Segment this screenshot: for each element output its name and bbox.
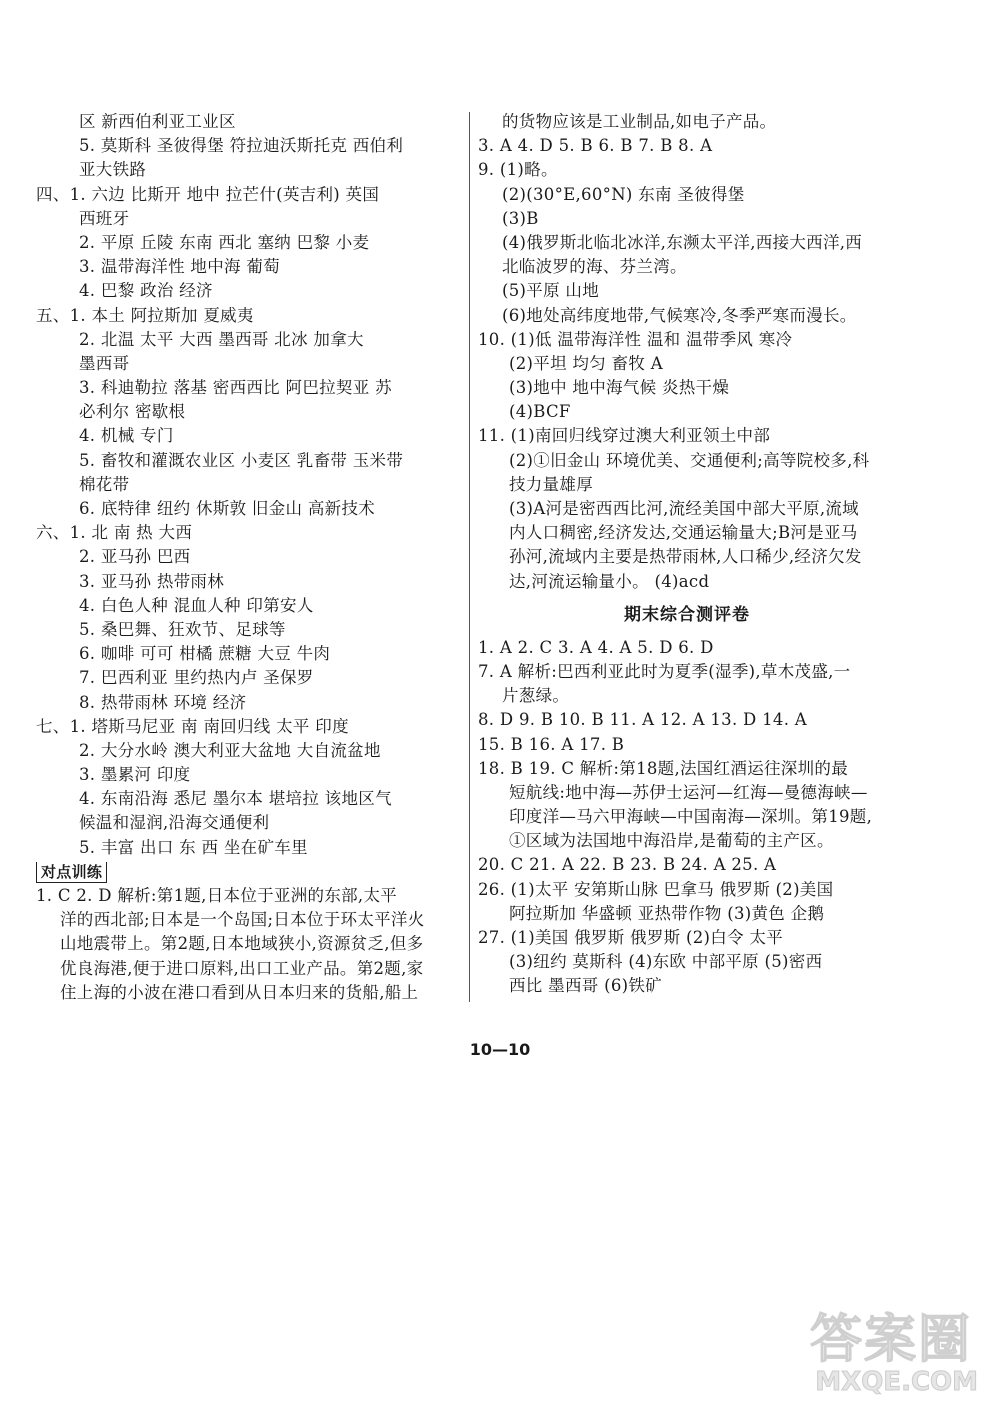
- answer-line: 27. (1)美国 俄罗斯 俄罗斯 (2)白令 太平: [478, 928, 784, 947]
- answer-line: 1. C 2. D 解析:第1题,日本位于亚洲的东部,太平: [36, 886, 398, 905]
- answer-line: 阿拉斯加 华盛顿 亚热带作物 (3)黄色 企鹅: [509, 903, 825, 923]
- answer-line: 亚大铁路: [79, 160, 147, 180]
- answer-line: 墨西哥: [79, 353, 130, 373]
- answer-line: 6. 咖啡 可可 柑橘 蔗糖 大豆 牛肉: [79, 644, 331, 664]
- answer-line: 西比 墨西哥 (6)铁矿: [509, 976, 662, 996]
- answer-line: (2)平坦 均匀 畜牧 A: [509, 353, 663, 373]
- answer-line: 20. C 21. A 22. B 23. B 24. A 25. A: [478, 855, 777, 875]
- answer-line: (4)BCF: [509, 402, 571, 422]
- answer-line: 3. 科迪勒拉 落基 密西西比 阿巴拉契亚 苏: [79, 378, 392, 398]
- watermark-logo: [806, 1297, 982, 1397]
- answer-line: (3)纽约 莫斯科 (4)东欧 中部平原 (5)密西: [509, 952, 823, 972]
- answer-line: (4)俄罗斯北临北冰洋,东濒太平洋,西接大西洋,西: [502, 232, 863, 252]
- right-answer-lines: [478, 110, 896, 594]
- answer-line: 山地震带上。第2题,日本地域狭小,资源贫乏,但多: [60, 934, 424, 954]
- answer-line: 5. 畜牧和灌溉农业区 小麦区 乳畜带 玉米带: [79, 450, 404, 470]
- answer-line: 北临波罗的海、芬兰湾。: [502, 257, 687, 277]
- answer-line: 5. 丰富 出口 东 西 坐在矿车里: [79, 837, 308, 857]
- answer-line: 七、1. 塔斯马尼亚 南 南回归线 太平 印度: [36, 716, 349, 736]
- answer-line: 2. 亚马孙 巴西: [79, 547, 191, 567]
- answer-line: 五、1. 本土 阿拉斯加 夏威夷: [36, 305, 254, 325]
- answer-line: 9. (1)略。: [478, 160, 558, 180]
- answer-line: 3. A 4. D 5. B 6. B 7. B 8. A: [478, 136, 713, 156]
- answer-line: 15. B 16. A 17. B: [478, 734, 625, 754]
- column-divider: [469, 112, 470, 1002]
- answer-line: 4. 白色人种 混血人种 印第安人: [79, 595, 314, 615]
- answer-line: 5. 莫斯科 圣彼得堡 符拉迪沃斯托克 西伯利: [79, 136, 404, 156]
- answer-line: 优良海港,便于进口原料,出口工业产品。第2题,家: [60, 958, 424, 978]
- answer-line: 印度洋—马六甲海峡—中国南海—深圳。第19题,: [509, 807, 873, 827]
- answer-line: 7. 巴西利亚 里约热内卢 圣保罗: [79, 668, 314, 688]
- answer-line: 区 新西伯利亚工业区: [79, 112, 236, 131]
- left-answer-lines: [36, 110, 468, 860]
- answer-line: 6. 底特律 纽约 休斯敦 旧金山 高新技术: [79, 499, 376, 518]
- answer-line: (2)(30°E,60°N) 东南 圣彼得堡: [502, 184, 745, 204]
- answer-line: 六、1. 北 南 热 大西: [36, 523, 193, 543]
- right-tail-lines: [478, 636, 896, 999]
- page-number: 10—10: [469, 1040, 531, 1059]
- answer-line: 西班牙: [79, 208, 130, 228]
- answer-line: 的货物应该是工业制品,如电子产品。: [502, 112, 777, 131]
- watermark-cn-text: 答案圈: [809, 1310, 972, 1370]
- answer-line: ①区域为法国地中海沿岸,是葡萄的主产区。: [509, 831, 834, 851]
- answer-line: 达,河流运输量小。 (4)acd: [509, 571, 710, 591]
- answer-line: 2. 北温 太平 大西 墨西哥 北冰 加拿大: [79, 329, 364, 349]
- answer-line: 4. 巴黎 政治 经济: [79, 281, 213, 301]
- answer-line: 2. 大分水岭 澳大利亚大盆地 大自流盆地: [79, 740, 381, 760]
- answer-line: 洋的西北部;日本是一个岛国;日本位于环太平洋火: [60, 910, 425, 930]
- answer-line: (5)平原 山地: [502, 281, 600, 301]
- answer-line: 技力量雄厚: [509, 474, 593, 494]
- answer-line: 短航线:地中海—苏伊士运河—红海—曼德海峡—: [509, 782, 868, 802]
- answer-line: 孙河,流域内主要是热带雨林,人口稀少,经济欠发: [509, 547, 862, 567]
- boxed-label-line: [36, 860, 468, 884]
- answer-line: 住上海的小波在港口看到从日本归来的货船,船上: [60, 982, 419, 1002]
- answer-line: 4. 东南沿海 悉尼 墨尔本 堪培拉 该地区气: [79, 789, 392, 809]
- answer-line: 10. (1)低 温带海洋性 温和 温带季风 寒冷: [478, 329, 793, 349]
- answer-line: 3. 温带海洋性 地中海 葡萄: [79, 257, 280, 277]
- answer-line: 必利尔 密歇根: [79, 402, 186, 422]
- answer-line: 4. 机械 专门: [79, 426, 174, 446]
- boxed-label: 对点训练: [36, 862, 107, 883]
- answer-line: (3)B: [502, 208, 539, 228]
- answer-line: (3)A河是密西西比河,流经美国中部大平原,流域: [509, 499, 859, 518]
- left-tail-lines: [36, 884, 468, 1005]
- answer-line: 11. (1)南回归线穿过澳大利亚领土中部: [478, 426, 771, 446]
- answer-line: 5. 桑巴舞、狂欢节、足球等: [79, 619, 286, 639]
- answer-line: 片葱绿。: [502, 686, 570, 706]
- answer-line: 26. (1)太平 安第斯山脉 巴拿马 俄罗斯 (2)美国: [478, 879, 834, 899]
- answer-line: (6)地处高纬度地带,气候寒冷,冬季严寒而漫长。: [502, 305, 857, 325]
- answer-line: 候温和湿润,沿海交通便利: [79, 813, 270, 833]
- answer-line: 7. A 解析:巴西利亚此时为夏季(湿季),草木茂盛,一: [478, 661, 851, 681]
- answer-line: 8. 热带雨林 环境 经济: [79, 692, 247, 712]
- answer-line: (2)①旧金山 环境优美、交通便利;高等院校多,科: [509, 450, 870, 470]
- left-column: [36, 110, 468, 1005]
- answer-line: 3. 亚马孙 热带雨林: [79, 571, 225, 591]
- answer-line: 棉花带: [79, 474, 130, 494]
- answer-line: 1. A 2. C 3. A 4. A 5. D 6. D: [478, 637, 714, 657]
- answer-line: 18. B 19. C 解析:第18题,法国红酒运往深圳的最: [478, 758, 849, 778]
- right-column: [478, 110, 896, 999]
- answer-line: 3. 墨累河 印度: [79, 765, 191, 785]
- watermark-en-text: MXQE.COM: [815, 1367, 978, 1397]
- answer-line: 8. D 9. B 10. B 11. A 12. A 13. D 14. A: [478, 710, 808, 730]
- answer-line: 内人口稠密,经济发达,交通运输量大;B河是亚马: [509, 523, 858, 543]
- section-title: 期末综合测评卷: [624, 604, 750, 625]
- answer-line: 四、1. 六边 比斯开 地中 拉芒什(英吉利) 英国: [36, 184, 380, 204]
- answer-line: 2. 平原 丘陵 东南 西北 塞纳 巴黎 小麦: [79, 232, 370, 252]
- answer-line: (3)地中 地中海气候 炎热干燥: [509, 378, 730, 398]
